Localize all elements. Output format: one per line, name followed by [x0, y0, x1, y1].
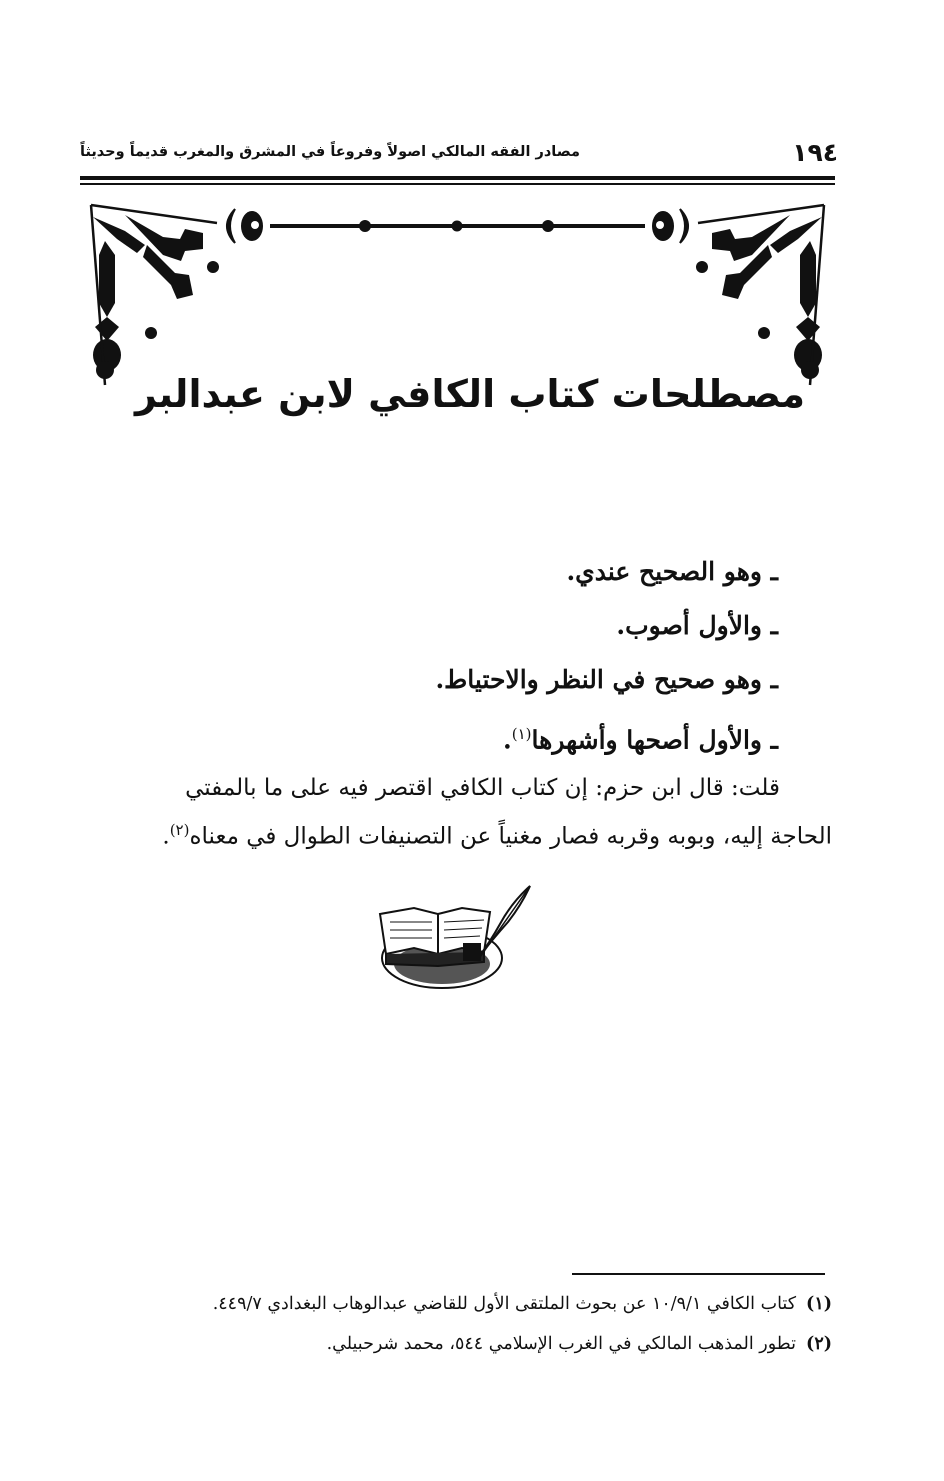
term-text: ـ والأول أصوب. — [616, 611, 778, 640]
term-list — [258, 552, 778, 768]
paragraph-suffix: . — [162, 823, 170, 850]
term-suffix: . — [503, 725, 512, 755]
paragraph-line: قلت: قال ابن حزم: إن كتاب الكافي اقتصر فيه على ما بالمفتي — [185, 775, 780, 801]
term-text: ـ وهو صحيح في النظر والاحتياط. — [435, 665, 778, 694]
footnote-reference[interactable]: (١) — [511, 725, 532, 743]
chapter-ornament — [85, 195, 830, 395]
header-rule-thick — [80, 176, 835, 180]
term-item — [258, 552, 778, 606]
running-header — [80, 138, 838, 174]
chapter-title: مصطلحات كتاب الكافي لابن عبدالبر — [135, 372, 805, 416]
term-item — [258, 714, 778, 768]
page-number: ١٩٤ — [792, 138, 838, 167]
paragraph-line-last — [80, 809, 832, 858]
footnote — [72, 1324, 832, 1364]
footnote-separator — [572, 1273, 825, 1275]
term-item — [258, 606, 778, 660]
footnote-text: تطور المذهب المالكي في الغرب الإسلامي ٥٤٤، محمد شرحبيلي. — [326, 1334, 797, 1354]
footnote-number: (١) — [806, 1294, 832, 1314]
right-corner-ornament — [696, 205, 824, 385]
paragraph-text: الحاجة إليه، وبوبه وقربه فصار مغنياً عن التصنيفات الطوال في معناه — [189, 823, 832, 850]
left-corner-ornament — [91, 205, 219, 385]
term-text: ـ والأول أصحها وأشهرها — [531, 725, 778, 755]
footnote-number: (٢) — [806, 1334, 832, 1354]
footnote-text: كتاب الكافي ١٠/٩/١ عن بحوث الملتقى الأول للقاضي عبدالوهاب البغدادي ٤٤٩/٧. — [212, 1294, 797, 1314]
header-rule-thin — [80, 183, 835, 185]
running-title: مصادر الفقه المالكي اصولاً وفروعاً في المشرق والمغرب قديماً وحديثاً — [80, 144, 580, 160]
book-and-quill-vignette — [372, 882, 538, 994]
term-item — [258, 660, 778, 714]
footnote — [72, 1284, 832, 1324]
term-text: ـ وهو الصحيح عندي. — [566, 557, 778, 586]
footnote-reference[interactable]: (٢) — [169, 821, 190, 839]
footnotes — [72, 1284, 832, 1364]
body-paragraph — [80, 767, 832, 858]
